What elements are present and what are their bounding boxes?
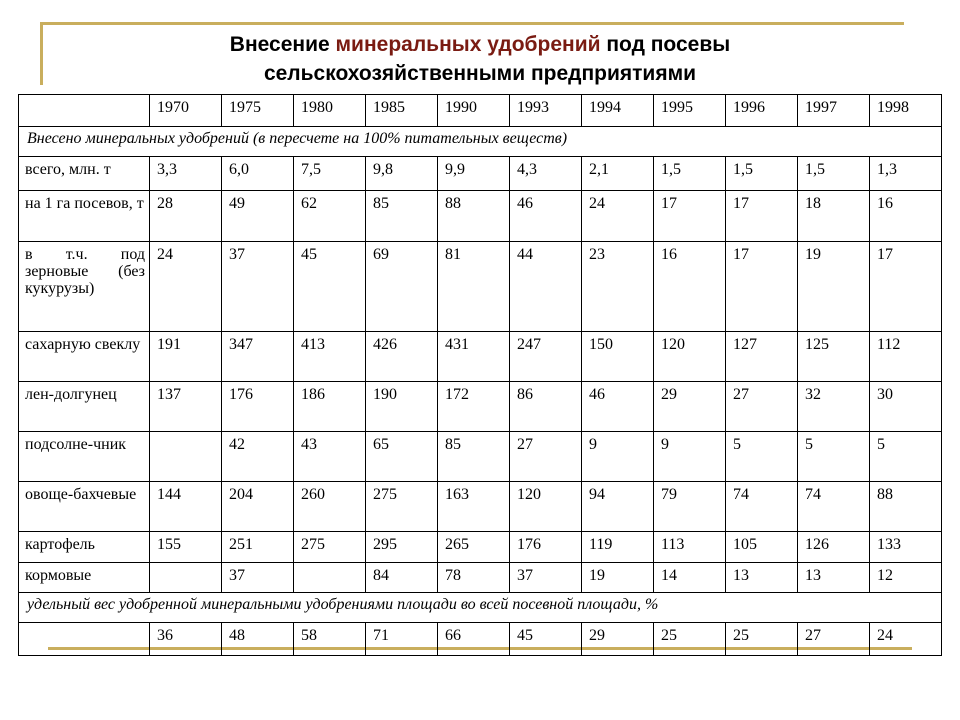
- value-cell: 25: [654, 623, 726, 656]
- value-cell: 37: [510, 563, 582, 593]
- value-cell: 30: [870, 382, 942, 432]
- value-cell: 4,3: [510, 157, 582, 191]
- value-cell: 16: [654, 242, 726, 332]
- value-cell: 6,0: [222, 157, 294, 191]
- decor-top-line: [40, 22, 904, 25]
- value-cell: 17: [870, 242, 942, 332]
- year-header-cell: 1985: [366, 95, 438, 127]
- value-cell: 144: [150, 482, 222, 532]
- value-cell: 86: [510, 382, 582, 432]
- value-cell: 62: [294, 191, 366, 242]
- value-cell: 176: [510, 532, 582, 563]
- value-cell: 36: [150, 623, 222, 656]
- year-header-cell: 1996: [726, 95, 798, 127]
- value-cell: 46: [510, 191, 582, 242]
- value-cell: 18: [798, 191, 870, 242]
- value-cell: 45: [294, 242, 366, 332]
- table-row: [19, 332, 942, 382]
- value-cell: 265: [438, 532, 510, 563]
- value-cell: 2,1: [582, 157, 654, 191]
- section-header-share: удельный вес удобренной минеральными удобрениями площади во всей посевной площади, %: [19, 593, 942, 623]
- section-header-applied: Внесено минеральных удобрений (в пересчете на 100% питательных веществ): [19, 127, 942, 157]
- value-cell: 13: [726, 563, 798, 593]
- value-cell: 275: [366, 482, 438, 532]
- value-cell: 17: [726, 242, 798, 332]
- value-cell: 32: [798, 382, 870, 432]
- value-cell: 247: [510, 332, 582, 382]
- value-cell: 112: [870, 332, 942, 382]
- value-cell: 48: [222, 623, 294, 656]
- title-part-3: под посевы: [600, 33, 731, 56]
- value-cell: 88: [438, 191, 510, 242]
- year-header-cell: 1970: [150, 95, 222, 127]
- year-header-cell: 1994: [582, 95, 654, 127]
- value-cell: 426: [366, 332, 438, 382]
- value-cell: 17: [654, 191, 726, 242]
- value-cell: 84: [366, 563, 438, 593]
- row-label-cell: кормовые: [19, 563, 150, 593]
- value-cell: 190: [366, 382, 438, 432]
- value-cell: 24: [582, 191, 654, 242]
- value-cell: 69: [366, 242, 438, 332]
- value-cell: 260: [294, 482, 366, 532]
- value-cell: 1,5: [726, 157, 798, 191]
- value-cell: 9,9: [438, 157, 510, 191]
- table-header-row: [19, 95, 942, 127]
- value-cell: 19: [582, 563, 654, 593]
- value-cell: 23: [582, 242, 654, 332]
- year-header-cell: 1998: [870, 95, 942, 127]
- section-header-row: [19, 127, 942, 157]
- value-cell: 133: [870, 532, 942, 563]
- value-cell: 88: [870, 482, 942, 532]
- value-cell: 19: [798, 242, 870, 332]
- value-cell: 3,3: [150, 157, 222, 191]
- value-cell: 79: [654, 482, 726, 532]
- table-row: [19, 563, 942, 593]
- value-cell: 16: [870, 191, 942, 242]
- year-header-cell: 1995: [654, 95, 726, 127]
- title-part-1: Внесение: [229, 33, 336, 56]
- table-row: [19, 157, 942, 191]
- value-cell: 81: [438, 242, 510, 332]
- value-cell: 172: [438, 382, 510, 432]
- decor-vertical-line: [40, 22, 43, 85]
- row-label-cell: всего, млн. т: [19, 157, 150, 191]
- year-header-cell: 1975: [222, 95, 294, 127]
- title-line-2: сельскохозяйственными предприятиями: [263, 62, 697, 85]
- value-cell: 46: [582, 382, 654, 432]
- value-cell: 45: [510, 623, 582, 656]
- value-cell: 85: [366, 191, 438, 242]
- row-label-cell: в т.ч. под зерновые (без кукурузы): [19, 242, 150, 332]
- value-cell: 176: [222, 382, 294, 432]
- value-cell: 78: [438, 563, 510, 593]
- value-cell: 275: [294, 532, 366, 563]
- value-cell: 120: [654, 332, 726, 382]
- value-cell: [150, 563, 222, 593]
- table-row: [19, 532, 942, 563]
- row-label-cell: на 1 га посевов, т: [19, 191, 150, 242]
- title-accent: минеральных удобрений: [335, 33, 601, 56]
- value-cell: 191: [150, 332, 222, 382]
- row-label-cell: овоще-бахчевые: [19, 482, 150, 532]
- value-cell: 85: [438, 432, 510, 482]
- section-header-row: [19, 593, 942, 623]
- value-cell: 163: [438, 482, 510, 532]
- value-cell: 1,3: [870, 157, 942, 191]
- value-cell: 431: [438, 332, 510, 382]
- value-cell: 29: [654, 382, 726, 432]
- value-cell: 120: [510, 482, 582, 532]
- year-header-cell: 1993: [510, 95, 582, 127]
- value-cell: 137: [150, 382, 222, 432]
- value-cell: 37: [222, 563, 294, 593]
- value-cell: 74: [726, 482, 798, 532]
- value-cell: [150, 432, 222, 482]
- value-cell: 17: [726, 191, 798, 242]
- value-cell: 9: [582, 432, 654, 482]
- value-cell: 295: [366, 532, 438, 563]
- value-cell: 29: [582, 623, 654, 656]
- table-row: [19, 432, 942, 482]
- value-cell: 71: [366, 623, 438, 656]
- value-cell: 186: [294, 382, 366, 432]
- value-cell: 14: [654, 563, 726, 593]
- table-row: [19, 482, 942, 532]
- value-cell: 24: [150, 242, 222, 332]
- table-row: [19, 623, 942, 656]
- value-cell: 37: [222, 242, 294, 332]
- table-row: [19, 191, 942, 242]
- row-label-cell: сахарную свеклу: [19, 332, 150, 382]
- title-line-1: [60, 30, 900, 59]
- slide-title: [60, 30, 900, 88]
- value-cell: 27: [510, 432, 582, 482]
- value-cell: 155: [150, 532, 222, 563]
- value-cell: 66: [438, 623, 510, 656]
- table-row: [19, 382, 942, 432]
- value-cell: 27: [726, 382, 798, 432]
- value-cell: 12: [870, 563, 942, 593]
- value-cell: 251: [222, 532, 294, 563]
- value-cell: 413: [294, 332, 366, 382]
- header-empty-cell: [19, 95, 150, 127]
- value-cell: 125: [798, 332, 870, 382]
- value-cell: 25: [726, 623, 798, 656]
- value-cell: 5: [726, 432, 798, 482]
- value-cell: [294, 563, 366, 593]
- value-cell: 49: [222, 191, 294, 242]
- value-cell: 347: [222, 332, 294, 382]
- value-cell: 113: [654, 532, 726, 563]
- table-row: [19, 242, 942, 332]
- year-header-cell: 1990: [438, 95, 510, 127]
- fertilizer-table: [18, 94, 942, 656]
- row-label-cell: подсолне-чник: [19, 432, 150, 482]
- value-cell: 105: [726, 532, 798, 563]
- value-cell: 44: [510, 242, 582, 332]
- year-header-cell: 1997: [798, 95, 870, 127]
- value-cell: 42: [222, 432, 294, 482]
- value-cell: 126: [798, 532, 870, 563]
- value-cell: 5: [870, 432, 942, 482]
- value-cell: 9,8: [366, 157, 438, 191]
- value-cell: 1,5: [654, 157, 726, 191]
- value-cell: 9: [654, 432, 726, 482]
- value-cell: 127: [726, 332, 798, 382]
- value-cell: 1,5: [798, 157, 870, 191]
- value-cell: 204: [222, 482, 294, 532]
- value-cell: 5: [798, 432, 870, 482]
- row-label-cell: лен-долгунец: [19, 382, 150, 432]
- year-header-cell: 1980: [294, 95, 366, 127]
- value-cell: 58: [294, 623, 366, 656]
- row-label-cell: [19, 623, 150, 656]
- value-cell: 28: [150, 191, 222, 242]
- value-cell: 150: [582, 332, 654, 382]
- value-cell: 94: [582, 482, 654, 532]
- row-label-cell: картофель: [19, 532, 150, 563]
- value-cell: 13: [798, 563, 870, 593]
- value-cell: 24: [870, 623, 942, 656]
- value-cell: 7,5: [294, 157, 366, 191]
- value-cell: 74: [798, 482, 870, 532]
- value-cell: 65: [366, 432, 438, 482]
- value-cell: 119: [582, 532, 654, 563]
- value-cell: 43: [294, 432, 366, 482]
- value-cell: 27: [798, 623, 870, 656]
